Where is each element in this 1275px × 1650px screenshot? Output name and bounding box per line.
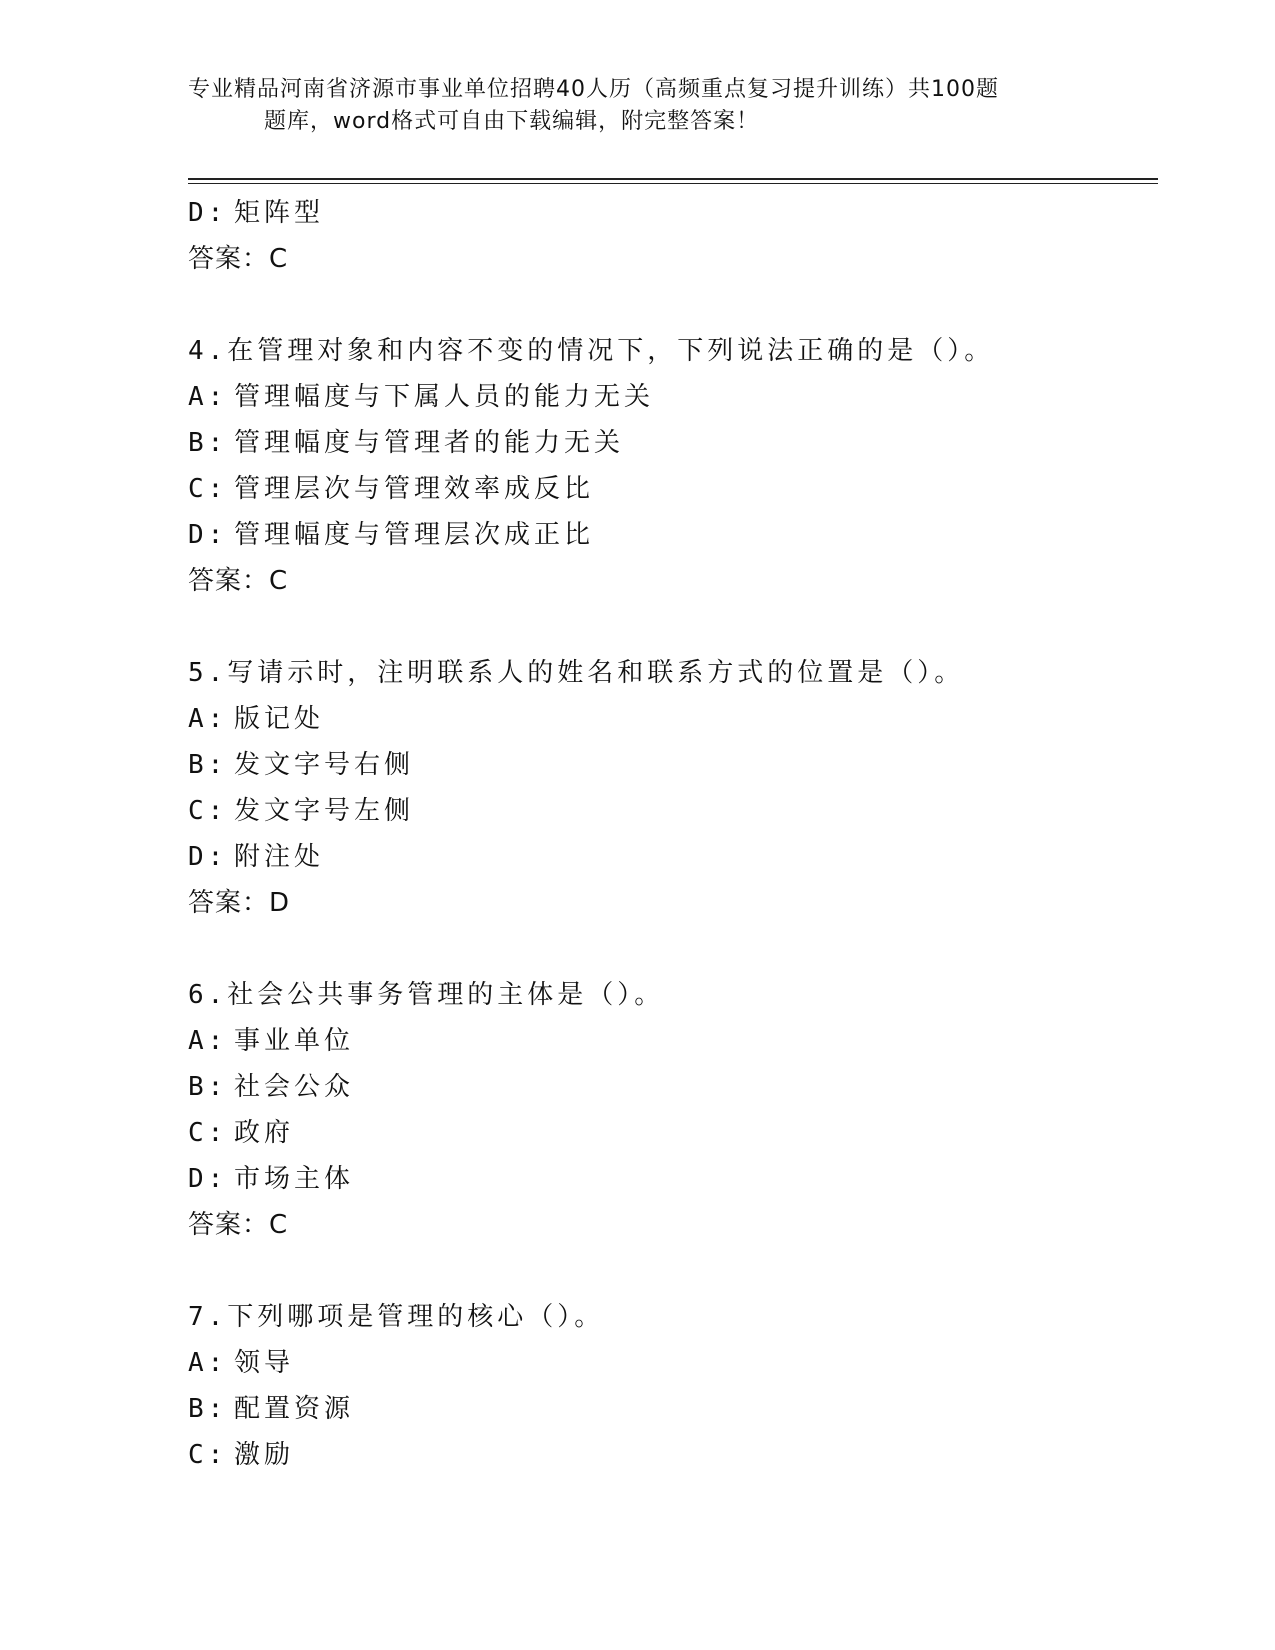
option-letter: D: xyxy=(188,1164,228,1194)
option-row xyxy=(188,1386,1148,1432)
option-row xyxy=(188,512,1148,558)
option-text: 管理幅度与管理层次成正比 xyxy=(234,520,595,550)
question-title: 5.写请示时，注明联系人的姓名和联系方式的位置是（）。 xyxy=(188,658,965,688)
answer-line: 答案：C xyxy=(188,244,289,274)
option-letter: C: xyxy=(188,796,228,826)
option-letter: D: xyxy=(188,198,228,228)
option-text: 发文字号右侧 xyxy=(234,750,415,780)
option-letter: D: xyxy=(188,842,228,872)
option-text: 政府 xyxy=(234,1118,295,1148)
option-text: 管理层次与管理效率成反比 xyxy=(234,474,595,504)
option-letter: A: xyxy=(188,382,228,412)
option-letter: D: xyxy=(188,520,228,550)
option-text: 领导 xyxy=(234,1348,295,1378)
option-row xyxy=(188,420,1148,466)
option-row xyxy=(188,1110,1148,1156)
answer-line: 答案：D xyxy=(188,888,291,918)
option-row xyxy=(188,1432,1148,1478)
header-title-line1: 专业精品河南省济源市事业单位招聘40人历（高频重点复习提升训练）共100题 xyxy=(188,77,999,102)
option-text: 配置资源 xyxy=(234,1394,355,1424)
option-row xyxy=(188,1340,1148,1386)
option-letter: A: xyxy=(188,704,228,734)
header-divider-thin xyxy=(188,183,1158,184)
option-text: 事业单位 xyxy=(234,1026,355,1056)
answer-line: 答案：C xyxy=(188,566,289,596)
page-header xyxy=(188,74,1068,138)
question-title: 7.下列哪项是管理的核心（）。 xyxy=(188,1302,605,1332)
option-row xyxy=(188,1064,1148,1110)
option-row xyxy=(188,466,1148,512)
option-row xyxy=(188,1018,1148,1064)
option-row xyxy=(188,742,1148,788)
option-text: 社会公众 xyxy=(234,1072,355,1102)
option-text: 矩阵型 xyxy=(234,198,325,228)
option-letter: C: xyxy=(188,474,228,504)
option-row xyxy=(188,1156,1148,1202)
question-title: 4.在管理对象和内容不变的情况下，下列说法正确的是（）。 xyxy=(188,336,995,366)
option-row xyxy=(188,190,1148,236)
header-divider-thick xyxy=(188,178,1158,180)
question-list xyxy=(188,190,1148,1478)
option-text: 管理幅度与下属人员的能力无关 xyxy=(234,382,655,412)
option-text: 激励 xyxy=(234,1440,295,1470)
option-letter: A: xyxy=(188,1026,228,1056)
option-row xyxy=(188,788,1148,834)
option-text: 管理幅度与管理者的能力无关 xyxy=(234,428,625,458)
option-text: 版记处 xyxy=(234,704,325,734)
header-title-line2: 题库，word格式可自由下载编辑，附完整答案！ xyxy=(264,109,760,134)
option-letter: B: xyxy=(188,1394,228,1424)
option-row xyxy=(188,374,1148,420)
option-text: 市场主体 xyxy=(234,1164,355,1194)
option-row xyxy=(188,834,1148,880)
option-letter: B: xyxy=(188,750,228,780)
option-text: 发文字号左侧 xyxy=(234,796,415,826)
option-letter: C: xyxy=(188,1118,228,1148)
option-row xyxy=(188,696,1148,742)
option-letter: C: xyxy=(188,1440,228,1470)
option-letter: B: xyxy=(188,1072,228,1102)
question-title: 6.社会公共事务管理的主体是（）。 xyxy=(188,980,665,1010)
option-letter: B: xyxy=(188,428,228,458)
option-text: 附注处 xyxy=(234,842,325,872)
answer-line: 答案：C xyxy=(188,1210,289,1240)
option-letter: A: xyxy=(188,1348,228,1378)
